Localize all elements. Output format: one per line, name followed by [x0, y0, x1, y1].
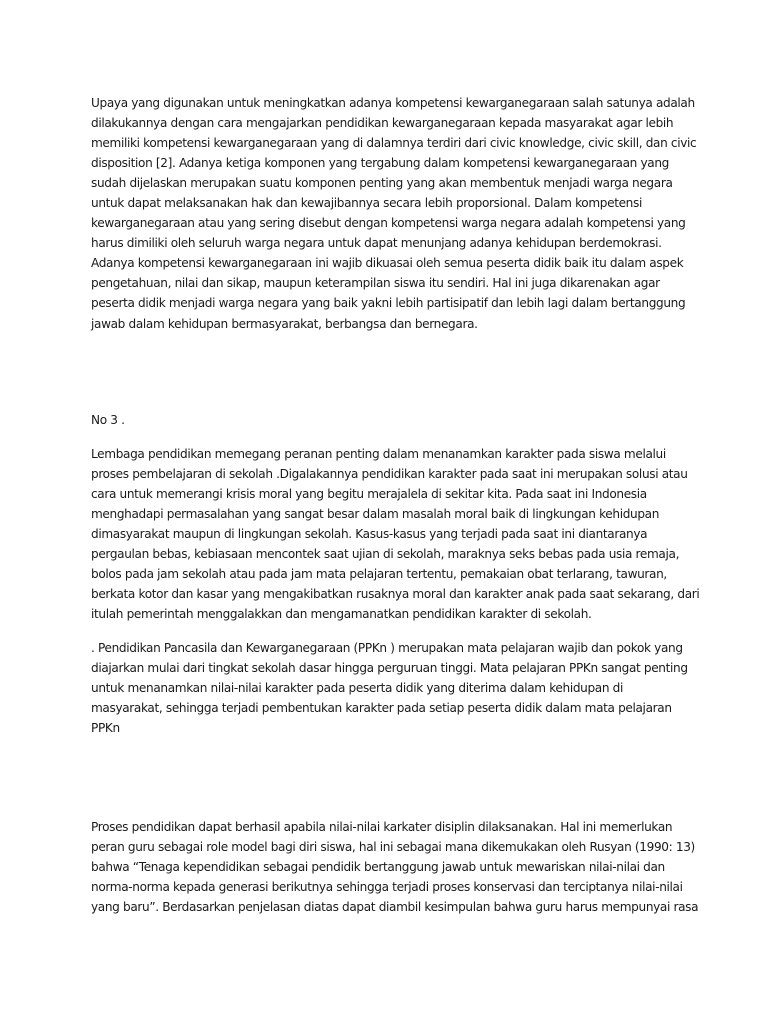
- text-line: untuk dapat melaksanakan hak dan kewajibannya secara lebih proporsional. Dalam kompetensi: [91, 196, 642, 211]
- text-line: itulah pemerintah menggalakkan dan mengamanatkan pendidikan karakter di sekolah.: [91, 607, 592, 622]
- text-line: Lembaga pendidikan memegang peranan penti͏ng dalam menanamkan karakter pada siswa melalui: [91, 447, 666, 461]
- text-line: cara untuk memerangi krisis moral yang begitu merajalela di sekitar kita. Pada saat ini Indonesia: [91, 487, 647, 502]
- text-line: . Pendidikan Pancasila dan Kewarganegaraan (PPKn ) merupakan mata pelajaran wajib dan pokok yang: [91, 641, 683, 655]
- text-line: harus dimiliki oleh seluruh warga negara untuk dapat menunjang adanya kehidupan berdemokrasi.: [91, 236, 662, 251]
- text-line: memiliki kompetensi kewarganegaraan yang di dalamnya terdiri dari civic knowledge, civic skill, dan civic: [91, 136, 697, 151]
- text-line: yang baru”. Berdasarkan penjelasan diatas dapat diambil kesimpulan bahwa guru harus mempunyai rasa: [91, 900, 699, 915]
- text-line: dilakukannya dengan cara mengajarkan pendidikan kewarganegaraan kepada masyarakat agar lebih: [91, 116, 674, 131]
- text-line: dimasyarakat maupun di lingkungan sekolah. Kasus-kasus yang terjadi pada saat ini diantaranya: [91, 527, 648, 542]
- text-line: diajarkan mulai dari ti͏ngkat sekolah dasar hingga perguruan ti͏nggi. Mata pelajaran PPKn sangat penti͏ng: [91, 661, 688, 676]
- text-line: Adanya kompetensi kewarganegaraan ini wajib dikuasai oleh semua peserta didik baik itu dalam aspek: [91, 256, 684, 271]
- text-line: dispositi͏on [2]. Adanya keti͏ga komponen yang tergabung dalam kompetensi kewarganegaraan yang: [91, 156, 670, 171]
- text-line: bahwa “Tenaga kependidikan sebagai pendidik bertanggung jawab untuk mewariskan nilai-nilai dan: [91, 860, 665, 875]
- text-line: PPKn: [91, 721, 120, 736]
- text-line: pengetahuan, nilai dan sikap, maupun keterampilan siswa itu sendiri. Hal ini juga dikarenakan agar: [91, 276, 660, 291]
- section-heading-text: No 3 .: [91, 413, 125, 427]
- paragraph-discipline-values: [91, 817, 731, 917]
- text-line: berkata kotor dan kasar yang mengakibatkan rusaknya moral dan karakter anak pada saat sekarang, dari: [91, 587, 700, 602]
- text-line: Proses pendidikan dapat berhasil apabila nilai-nilai karkater disiplin dilaksanakan. Hal ini memerlukan: [91, 820, 673, 834]
- text-line: Upaya yang digunakan untuk meningkatkan adanya kompetensi kewarganegaraan salah satunya adalah: [91, 96, 695, 110]
- section-heading: [91, 410, 731, 430]
- text-line: norma-norma kepada generasi berikutnya sehingga terjadi proses konservasi dan terciptanya nilai-nilai: [91, 880, 683, 895]
- paragraph-character-education: [91, 444, 731, 624]
- text-line: peran guru sebagai role model bagi diri siswa, hal ini sebagai mana dikemukakan oleh Rusyan (1990: 13): [91, 840, 695, 855]
- text-line: menghadapi permasalahan yang sangat besar dalam masalah moral baik di lingkungan kehidupan: [91, 507, 660, 522]
- text-line: untuk menanamkan nilai-nilai karakter pada peserta didik yang diterima dalam kehidupan di: [91, 681, 624, 696]
- text-line: proses pembelajaran di sekolah .Digalakannya pendidikan karakter pada saat ini merupakan solusi atau: [91, 467, 688, 482]
- text-line: kewarganegaraan atau yang sering disebut dengan kompetensi warga negara adalah kompetensi yang: [91, 216, 686, 231]
- paragraph-civic-competence: [91, 93, 731, 334]
- text-line: sudah dijelaskan merupakan suatu komponen penti͏ng yang akan membentuk menjadi warga negara: [91, 176, 673, 191]
- text-line: masyarakat, sehingga terjadi pembentukan karakter pada seti͏ap peserta didik dalam mata pelajaran: [91, 701, 672, 716]
- text-line: pergaulan bebas, kebiasaan mencontek saat ujian di sekolah, maraknya seks bebas pada usia remaja,: [91, 547, 680, 562]
- paragraph-ppkn: [91, 638, 731, 738]
- text-line: bolos pada jam sekolah atau pada jam mata pelajaran tertentu, pemakaian obat terlarang, tawuran,: [91, 567, 667, 582]
- text-line: jawab dalam kehidupan bermasyarakat, berbangsa dan bernegara.: [91, 316, 478, 331]
- text-line: peserta didik menjadi warga negara yang baik yakni lebih parti͏sipati͏f dan lebih lagi dalam bertanggung: [91, 296, 686, 311]
